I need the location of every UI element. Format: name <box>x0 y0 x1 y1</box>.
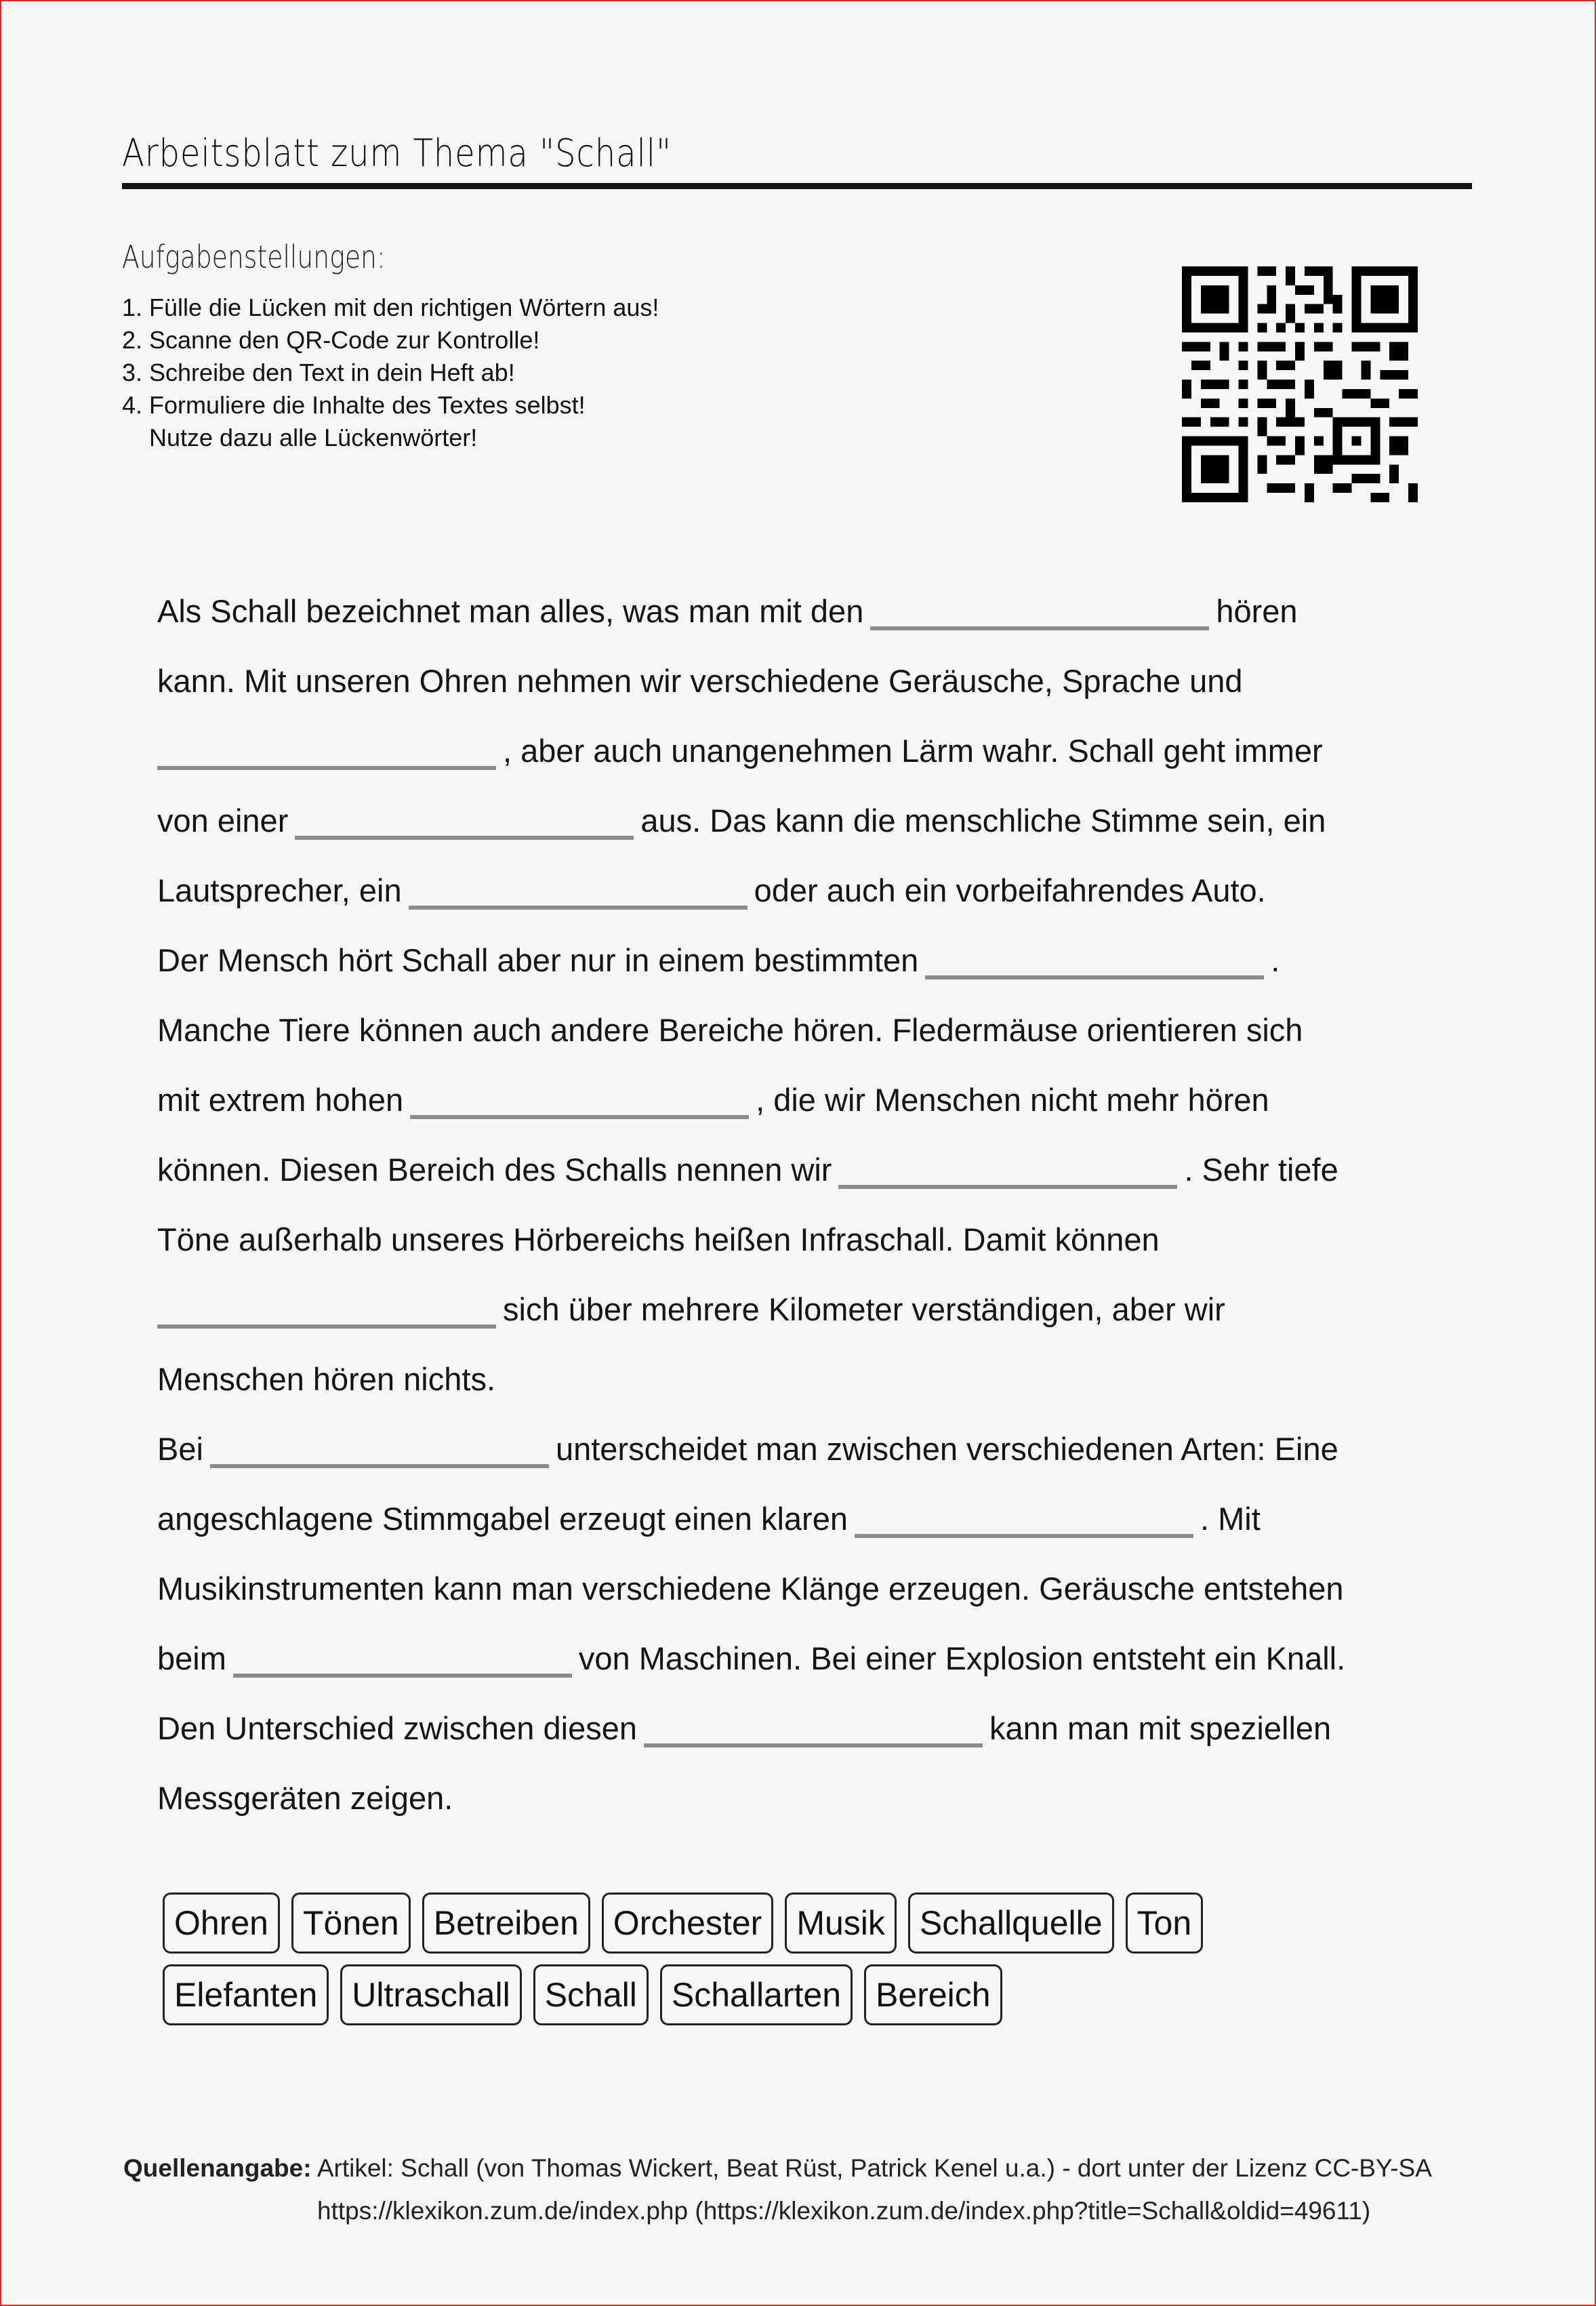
answer-blank[interactable] <box>233 1674 572 1678</box>
cloze-line <box>157 995 1486 1065</box>
instruction-item: 1. Fülle die Lücken mit den richtigen Wörtern aus! <box>122 294 659 321</box>
instruction-item: 2. Scanne den QR-Code zur Kontrolle! <box>122 326 540 354</box>
cloze-line <box>157 925 1486 995</box>
cloze-text-segment: aus. Das kann die menschliche Stimme sein, ein <box>640 803 1326 838</box>
source-url[interactable]: https://klexikon.zum.de/index.php (https://klexikon.zum.de/index.php?title=Schall&oldid=49611) <box>317 2197 1371 2225</box>
cloze-text-segment: können. Diesen Bereich des Schalls nennen wir <box>157 1152 832 1188</box>
cloze-text-segment: kann. Mit unseren Ohren nehmen wir verschiedene Geräusche, Sprache und <box>157 663 1243 699</box>
answer-blank[interactable] <box>210 1464 549 1468</box>
word-bank-row <box>163 1964 1315 2025</box>
cloze-text-segment: kann man mit speziellen <box>989 1710 1332 1746</box>
answer-blank[interactable] <box>838 1185 1177 1189</box>
cloze-line <box>157 716 1486 786</box>
cloze-text-segment: . Sehr tiefe <box>1184 1152 1338 1188</box>
cloze-text-segment: Menschen hören nichts. <box>157 1361 496 1397</box>
word-chip[interactable]: Orchester <box>602 1893 774 1954</box>
answer-blank[interactable] <box>644 1743 983 1747</box>
cloze-line <box>157 1135 1486 1205</box>
word-chip[interactable]: Musik <box>785 1893 897 1954</box>
instruction-item: 3. Schreibe den Text in dein Heft ab! <box>122 359 515 386</box>
cloze-line <box>157 1763 1486 1833</box>
answer-blank[interactable] <box>855 1534 1193 1538</box>
cloze-text-segment: hören <box>1216 593 1298 629</box>
cloze-text-segment: unterscheidet man zwischen verschiedenen Arten: Eine <box>555 1431 1338 1467</box>
word-chip[interactable]: Ultraschall <box>340 1964 521 2025</box>
qr-code-icon[interactable] <box>1182 264 1418 504</box>
cloze-line <box>157 1484 1486 1554</box>
page-title: Arbeitsblatt zum Thema "Schall" <box>122 132 672 176</box>
instructions-list <box>122 291 659 454</box>
cloze-line <box>157 1693 1486 1763</box>
word-chip[interactable]: Schallarten <box>660 1964 853 2025</box>
cloze-text-segment: , aber auch unangenehmen Lärm wahr. Schall geht immer <box>503 733 1323 769</box>
instruction-item: Nutze dazu alle Lückenwörter! <box>122 424 478 451</box>
cloze-text-segment: oder auch ein vorbeifahrendes Auto. <box>754 872 1266 908</box>
word-chip[interactable]: Tönen <box>291 1893 411 1954</box>
word-bank-row <box>163 1893 1315 1954</box>
source-attribution <box>123 2147 1432 2232</box>
cloze-line <box>157 1554 1486 1623</box>
source-label: Quellenangabe: <box>123 2154 312 2182</box>
answer-blank[interactable] <box>925 975 1264 979</box>
answer-blank[interactable] <box>157 766 496 770</box>
answer-blank[interactable] <box>870 626 1209 630</box>
cloze-text-segment: von einer <box>157 803 289 838</box>
cloze-text-segment: , die wir Menschen nicht mehr hören <box>756 1082 1269 1118</box>
cloze-text-segment: mit extrem hohen <box>157 1082 404 1118</box>
word-chip[interactable]: Betreiben <box>422 1893 590 1954</box>
cloze-text-segment: von Maschinen. Bei einer Explosion entsteht ein Knall. <box>578 1640 1346 1676</box>
cloze-text-segment: angeschlagene Stimmgabel erzeugt einen klaren <box>157 1501 848 1537</box>
cloze-line <box>157 1065 1486 1135</box>
title-underline <box>122 183 1472 189</box>
cloze-text-segment: Messgeräten zeigen. <box>157 1780 453 1816</box>
word-chip[interactable]: Ton <box>1126 1893 1204 1954</box>
cloze-text <box>157 576 1486 1833</box>
cloze-line <box>157 646 1486 716</box>
cloze-line <box>157 576 1486 646</box>
cloze-line <box>157 855 1486 925</box>
cloze-line <box>157 1205 1486 1274</box>
source-text: Artikel: Schall (von Thomas Wickert, Beat Rüst, Patrick Kenel u.a.) - dort unter der Lizenz CC-BY-SA <box>316 2154 1432 2182</box>
cloze-text-segment: Manche Tiere können auch andere Bereiche hören. Fledermäuse orientieren sich <box>157 1012 1303 1048</box>
word-chip[interactable]: Elefanten <box>163 1964 329 2025</box>
word-bank <box>163 1893 1315 2036</box>
cloze-text-segment: Der Mensch hört Schall aber nur in einem bestimmten <box>157 942 919 978</box>
cloze-line <box>157 786 1486 855</box>
cloze-text-segment: Töne außerhalb unseres Hörbereichs heißen Infraschall. Damit können <box>157 1221 1160 1257</box>
cloze-text-segment: Den Unterschied zwischen diesen <box>157 1710 637 1746</box>
answer-blank[interactable] <box>295 836 634 840</box>
word-chip[interactable]: Schall <box>533 1964 649 2025</box>
cloze-text-segment: . <box>1271 942 1280 978</box>
cloze-line <box>157 1414 1486 1484</box>
cloze-text-segment: Bei <box>157 1431 203 1467</box>
cloze-text-segment: Lautsprecher, ein <box>157 872 402 908</box>
answer-blank[interactable] <box>157 1324 496 1329</box>
word-chip[interactable]: Ohren <box>163 1893 280 1954</box>
cloze-text-segment: Als Schall bezeichnet man alles, was man mit den <box>157 593 864 629</box>
answer-blank[interactable] <box>410 1115 749 1119</box>
cloze-text-segment: . Mit <box>1200 1501 1261 1537</box>
cloze-text-segment: Musikinstrumenten kann man verschiedene Klänge erzeugen. Geräusche entstehen <box>157 1571 1344 1606</box>
word-chip[interactable]: Schallquelle <box>908 1893 1114 1954</box>
answer-blank[interactable] <box>409 906 748 910</box>
cloze-line <box>157 1623 1486 1693</box>
word-chip[interactable]: Bereich <box>864 1964 1002 2025</box>
cloze-line <box>157 1344 1486 1414</box>
cloze-line <box>157 1274 1486 1344</box>
instruction-item: 4. Formuliere die Inhalte des Textes selbst! <box>122 391 586 419</box>
instructions-heading: Aufgabenstellungen: <box>122 239 386 275</box>
cloze-text-segment: sich über mehrere Kilometer verständigen, aber wir <box>503 1291 1225 1327</box>
cloze-text-segment: beim <box>157 1640 226 1676</box>
